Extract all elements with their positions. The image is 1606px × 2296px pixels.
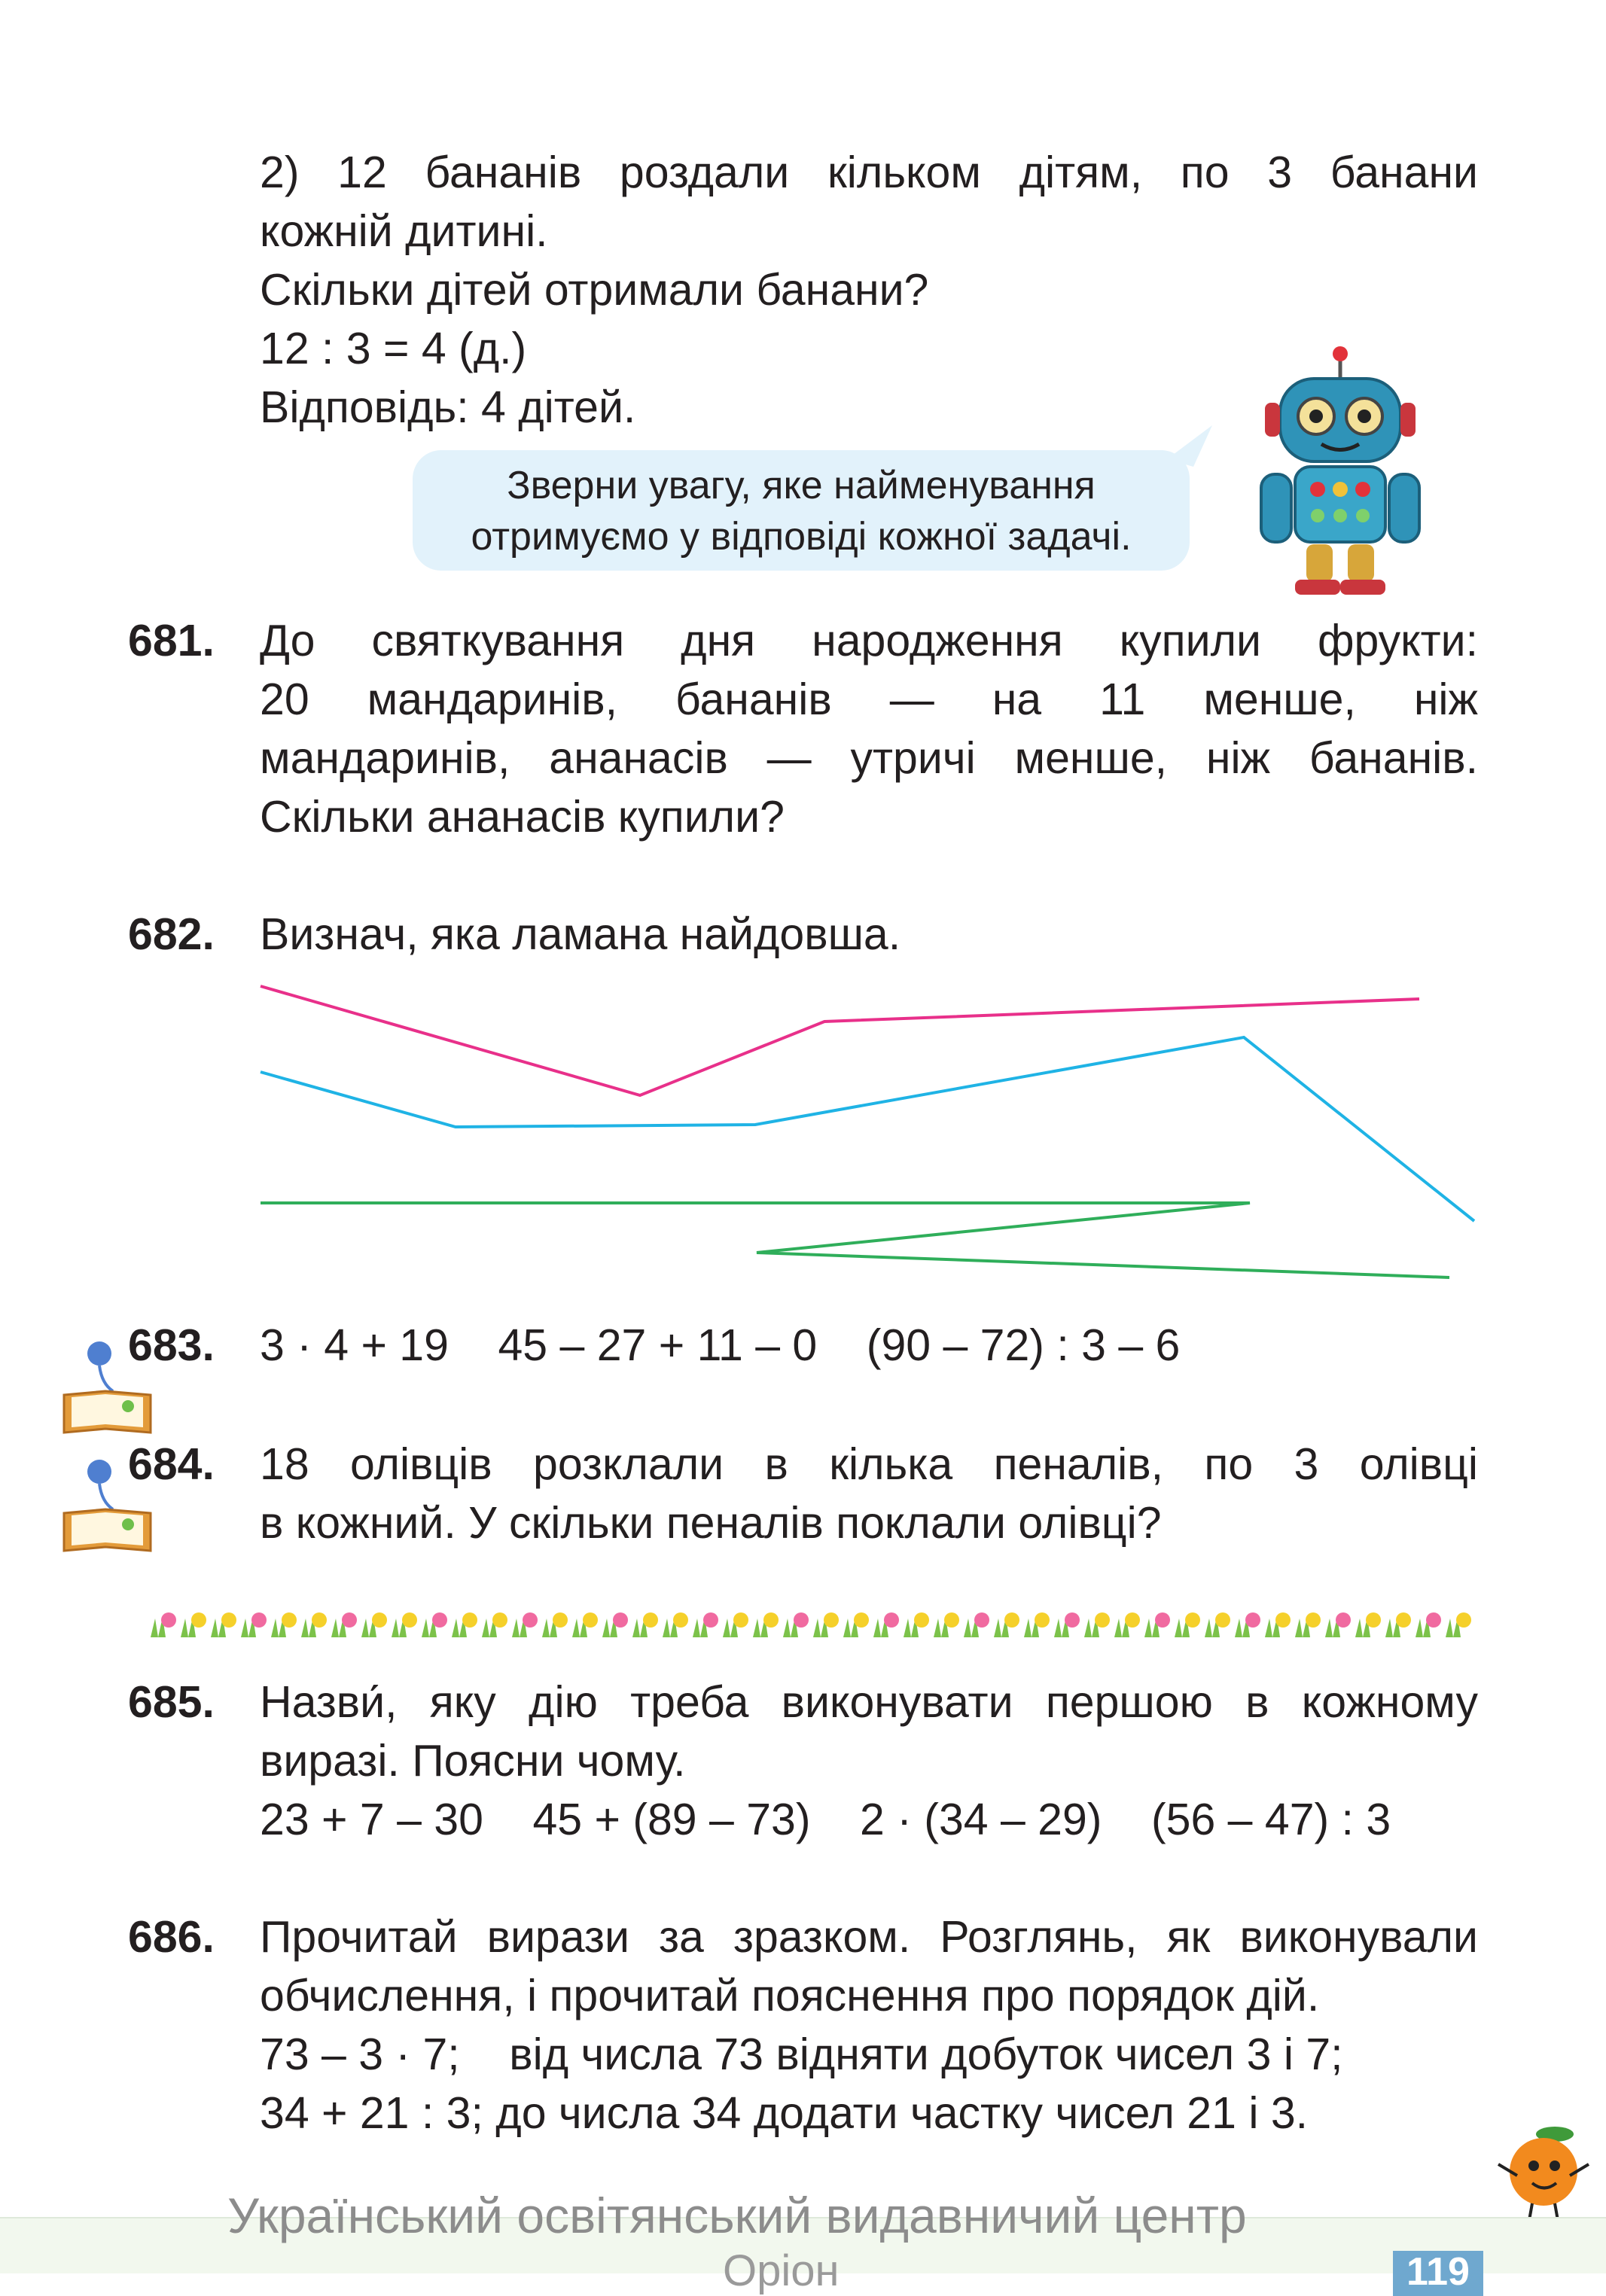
task-682-number: 682. bbox=[128, 909, 215, 959]
prev-line-1: 2) 12 бананів роздали кільком дітям, по 3 банани bbox=[260, 148, 1478, 197]
prev-line-3: Скільки дітей отримали банани? bbox=[260, 265, 929, 315]
task-686-line-4: 34 + 21 : 3; до числа 34 додати частку чисел 21 і 3. bbox=[260, 2088, 1309, 2138]
task-681-line-4: Скільки ананасів купили? bbox=[260, 792, 785, 842]
task-681-number: 681. bbox=[128, 616, 215, 665]
task-684-line-1: 18 олівців розклали в кілька пеналів, по 3 олівці bbox=[260, 1439, 1478, 1489]
orange-mascot-icon bbox=[1487, 2119, 1600, 2232]
task-685-number: 685. bbox=[128, 1677, 215, 1727]
task-683-line-1: 3 · 4 + 19 45 – 27 + 11 – 0 (90 – 72) : 3 – 6 bbox=[260, 1320, 1181, 1370]
task-685-line-3: 23 + 7 – 30 45 + (89 – 73) 2 · (34 – 29) (56 – 47) : 3 bbox=[260, 1795, 1391, 1844]
task-682-line-1: Визнач, яка ламана найдовша. bbox=[260, 909, 901, 959]
task-686-line-2: обчислення, і прочитай пояснення про порядок дій. bbox=[260, 1971, 1320, 2020]
prev-line-4: 12 : 3 = 4 (д.) bbox=[260, 324, 527, 373]
task-686-line-1: Прочитай вирази за зразком. Розглянь, як виконували bbox=[260, 1912, 1478, 1962]
flower-border bbox=[143, 1596, 1483, 1641]
task-684-number: 684. bbox=[128, 1439, 215, 1489]
task-685-line-2: виразі. Поясни чому. bbox=[260, 1736, 686, 1786]
task-681-line-2: 20 мандаринів, бананів — на 11 менше, ніж bbox=[260, 674, 1478, 724]
publisher-name: Український освітянський видавничий центр bbox=[227, 2188, 1247, 2243]
bubble-line-1: Зверни увагу, яке найменування bbox=[507, 464, 1096, 507]
task-686-line-3: 73 – 3 · 7; від числа 73 відняти добуток чисел 3 і 7; bbox=[260, 2030, 1343, 2079]
page-number: 119 bbox=[1393, 2251, 1483, 2296]
task-686-number: 686. bbox=[128, 1912, 215, 1962]
task-683-number: 683. bbox=[128, 1320, 215, 1370]
polyline-pink bbox=[261, 986, 1419, 1095]
bubble-line-2: отримуємо у відповіді кожної задачі. bbox=[471, 515, 1132, 559]
task-681-line-1: До святкування дня народження купили фрукти: bbox=[260, 616, 1478, 665]
prev-line-2: кожній дитині. bbox=[260, 206, 548, 256]
task-684-line-2: в кожний. У скільки пеналів поклали олівці? bbox=[260, 1498, 1162, 1548]
brand-name: Оріон bbox=[723, 2246, 840, 2295]
task-681-line-3: мандаринів, ананасів — утричі менше, ніж бананів. bbox=[260, 733, 1478, 783]
task-685-line-1: Назви́, яку дію треба виконувати першою в кожному bbox=[260, 1677, 1478, 1727]
polyline-blue bbox=[261, 1037, 1474, 1221]
polyline-green bbox=[261, 1203, 1449, 1277]
prev-line-5: Відповідь: 4 дітей. bbox=[260, 382, 636, 432]
